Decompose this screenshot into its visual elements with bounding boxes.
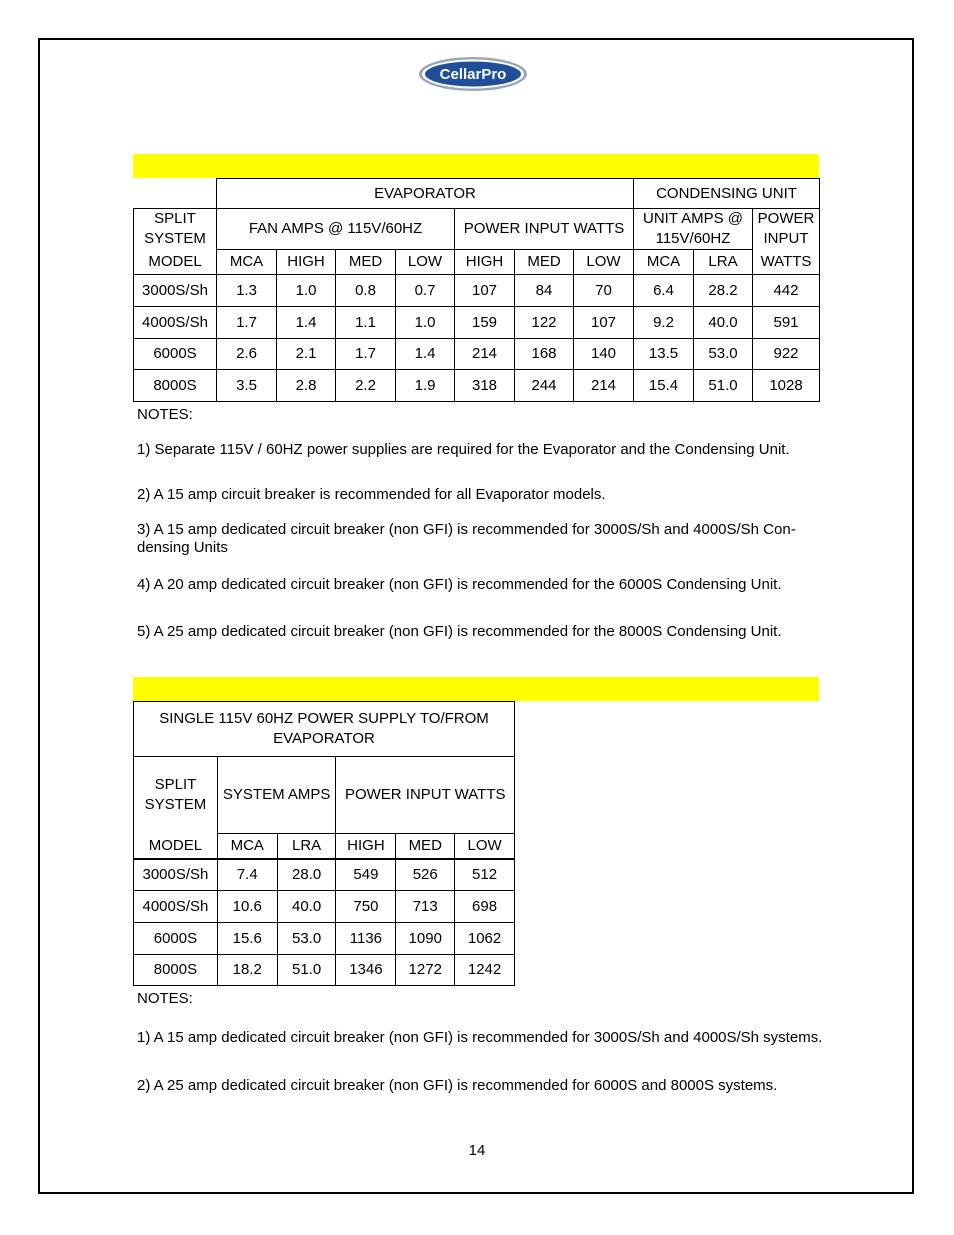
table-cell: 1.3 [217, 275, 277, 307]
table-cell: 140 [574, 339, 634, 370]
table-cell: 10.6 [217, 891, 277, 923]
model-cell: 8000S [134, 370, 217, 402]
table-cell: 1090 [396, 923, 455, 955]
condensing-unit-header: CONDENSING UNIT [634, 179, 820, 209]
table-cell: 107 [574, 307, 634, 339]
notes-heading: NOTES: [137, 406, 193, 423]
evaporator-header: EVAPORATOR [217, 179, 634, 209]
table-cell: 442 [753, 275, 820, 307]
subheader-cell: MED [336, 250, 396, 275]
table-cell: 53.0 [694, 339, 753, 370]
section-highlight-2 [133, 677, 819, 701]
split-system-label: SPLIT SYSTEM [134, 209, 217, 250]
table-cell: 84 [515, 275, 574, 307]
power-input-watts-header: POWER INPUT WATTS [455, 209, 634, 250]
table-cell: 1.7 [336, 339, 396, 370]
table-row [134, 955, 515, 986]
subheader-cell: LOW [455, 834, 515, 859]
subheader-cell: MCA [217, 250, 277, 275]
table-cell: 9.2 [634, 307, 694, 339]
model-cell: 6000S [134, 923, 218, 955]
table-cell: 214 [574, 370, 634, 402]
subheader-cell: HIGH [455, 250, 515, 275]
table-cell: 512 [455, 859, 515, 891]
model-cell: 3000S/Sh [134, 275, 217, 307]
table-cell: 750 [336, 891, 396, 923]
model-label: MODEL [134, 250, 217, 275]
unit-amps-header: UNIT AMPS @ 115V/60HZ [634, 209, 753, 250]
table-cell: 0.7 [396, 275, 455, 307]
table-cell: 318 [455, 370, 515, 402]
subheader-cell: HIGH [277, 250, 336, 275]
table-cell: 122 [515, 307, 574, 339]
table-cell: 15.6 [217, 923, 277, 955]
logo-text: CellarPro [439, 66, 507, 83]
table-cell: 168 [515, 339, 574, 370]
table-cell: 7.4 [217, 859, 277, 891]
note-item: 2) A 15 amp circuit breaker is recommended for all Evaporator models. [137, 486, 606, 503]
fan-amps-header: FAN AMPS @ 115V/60HZ [217, 209, 455, 250]
table-cell: 1242 [455, 955, 515, 986]
table-cell: 40.0 [277, 891, 336, 923]
table-cell: 1.4 [277, 307, 336, 339]
table-cell: 244 [515, 370, 574, 402]
note-item: 4) A 20 amp dedicated circuit breaker (non GFI) is recommended for the 6000S Condensing Unit. [137, 576, 782, 593]
subheader-cell: LRA [694, 250, 753, 275]
table-cell: 2.8 [277, 370, 336, 402]
subheader-cell: WATTS [753, 250, 820, 275]
subheader-cell: MED [515, 250, 574, 275]
table-cell: 51.0 [694, 370, 753, 402]
table-cell: 1.7 [217, 307, 277, 339]
table-cell: 15.4 [634, 370, 694, 402]
subheader-cell: MCA [217, 834, 277, 859]
table-cell: 107 [455, 275, 515, 307]
table-cell: 6.4 [634, 275, 694, 307]
subheader-cell: LOW [574, 250, 634, 275]
note-item: 1) A 15 amp dedicated circuit breaker (non GFI) is recommended for 3000S/Sh and 4000S/Sh systems. [137, 1029, 823, 1046]
table-cell: 2.6 [217, 339, 277, 370]
table2-title: SINGLE 115V 60HZ POWER SUPPLY TO/FROM EVAPORATOR [134, 702, 515, 757]
subheader-cell: LOW [396, 250, 455, 275]
table-row [134, 923, 515, 955]
table-cell: 28.2 [694, 275, 753, 307]
power-input-header: POWER INPUT [753, 209, 820, 250]
table-cell: 549 [336, 859, 396, 891]
page-number: 14 [468, 1142, 486, 1159]
note-item: 1) Separate 115V / 60HZ power supplies are required for the Evaporator and the Condensing Unit. [137, 441, 790, 458]
model-cell: 8000S [134, 955, 218, 986]
subheader-cell: HIGH [336, 834, 396, 859]
split-system-label: SPLIT SYSTEM [134, 757, 218, 834]
table-cell: 1.9 [396, 370, 455, 402]
note-item: 3) A 15 amp dedicated circuit breaker (non GFI) is recommended for 3000S/Sh and 4000S/Sh Con- densing Units [137, 521, 796, 556]
model-label: MODEL [134, 834, 218, 859]
table-cell: 40.0 [694, 307, 753, 339]
table-cell: 2.1 [277, 339, 336, 370]
table-row [134, 275, 820, 307]
table-cell: 698 [455, 891, 515, 923]
table-cell: 3.5 [217, 370, 277, 402]
table-cell: 922 [753, 339, 820, 370]
cellarpro-logo [418, 56, 528, 92]
table-cell: 2.2 [336, 370, 396, 402]
table-cell: 1.4 [396, 339, 455, 370]
table-cell: 526 [396, 859, 455, 891]
table-cell: 159 [455, 307, 515, 339]
subheader-cell: LRA [277, 834, 336, 859]
table-row [134, 370, 820, 402]
model-cell: 6000S [134, 339, 217, 370]
model-cell: 3000S/Sh [134, 859, 218, 891]
table-cell: 53.0 [277, 923, 336, 955]
table-cell: 18.2 [217, 955, 277, 986]
notes-heading: NOTES: [137, 990, 193, 1007]
table-row [134, 339, 820, 370]
model-cell: 4000S/Sh [134, 891, 218, 923]
table-cell: 13.5 [634, 339, 694, 370]
table-cell: 1.0 [277, 275, 336, 307]
table-cell: 0.8 [336, 275, 396, 307]
table-cell: 28.0 [277, 859, 336, 891]
subheader-cell: MCA [634, 250, 694, 275]
note-item: 5) A 25 amp dedicated circuit breaker (non GFI) is recommended for the 8000S Condensing Unit. [137, 623, 782, 640]
model-cell: 4000S/Sh [134, 307, 217, 339]
table-cell: 70 [574, 275, 634, 307]
note-item: 2) A 25 amp dedicated circuit breaker (non GFI) is recommended for 6000S and 8000S systems. [137, 1077, 778, 1094]
table-cell: 713 [396, 891, 455, 923]
table-cell: 1272 [396, 955, 455, 986]
table-row [134, 891, 515, 923]
table-cell: 1062 [455, 923, 515, 955]
table-cell: 1.0 [396, 307, 455, 339]
table-cell: 51.0 [277, 955, 336, 986]
table-cell: 1346 [336, 955, 396, 986]
table-row [134, 307, 820, 339]
split-system-electrical-table [133, 178, 820, 402]
power-input-watts-header: POWER INPUT WATTS [336, 757, 515, 834]
single-supply-electrical-table [133, 701, 515, 986]
table-cell: 1.1 [336, 307, 396, 339]
system-amps-header: SYSTEM AMPS [217, 757, 336, 834]
table-row [134, 859, 515, 891]
subheader-cell: MED [396, 834, 455, 859]
table-cell: 214 [455, 339, 515, 370]
table-cell: 591 [753, 307, 820, 339]
table-cell: 1028 [753, 370, 820, 402]
table-cell: 1136 [336, 923, 396, 955]
section-highlight-1 [133, 154, 819, 178]
